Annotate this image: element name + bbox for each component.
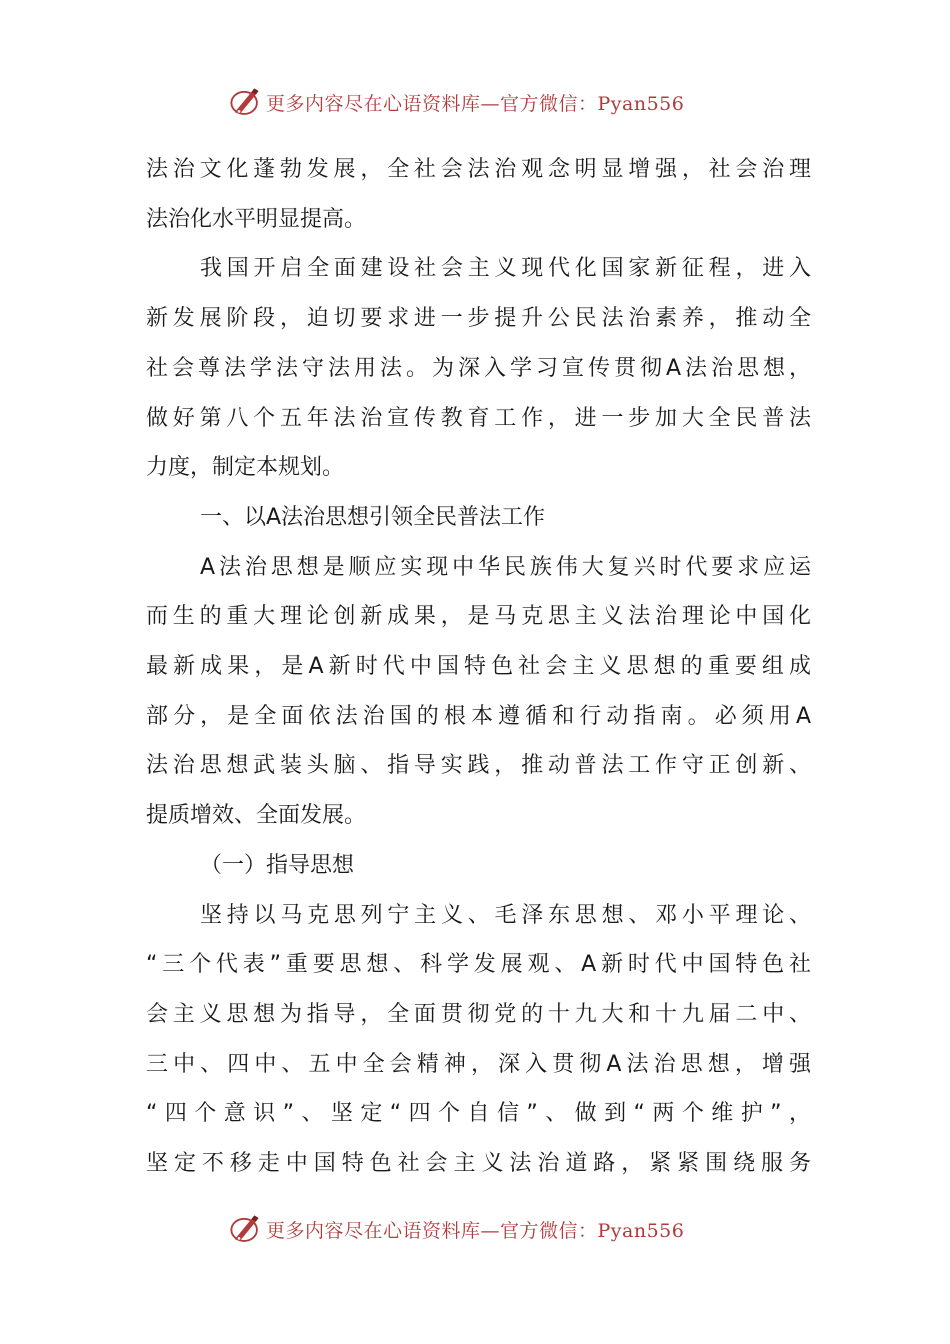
body-text-line: 法治思想武装头脑、指导实践，推动普法工作守正创新、 — [146, 753, 811, 779]
body-text-line: 法治文化蓬勃发展，全社会法治观念明显增强，社会治理 — [146, 157, 811, 182]
banner-text: 更多内容尽在心语资料库—官方微信：Pyan556 — [266, 92, 685, 115]
pen-nib-logo-icon — [228, 1212, 262, 1246]
body-text-line: 会主义思想为指导，全面贯彻党的十九大和十九届二中、 — [146, 1001, 811, 1027]
pen-nib-logo-icon — [228, 85, 262, 119]
body-text-line: 而生的重大理论创新成果，是马克思主义法治理论中国化 — [146, 604, 811, 630]
footer-watermark-banner — [228, 1209, 684, 1249]
body-text-line: 部分，是全面依法治国的根本遵循和行动指南。必须用A — [146, 703, 811, 729]
body-text-line: 社会尊法学法守法用法。为深入学习宣传贯彻A法治思想， — [146, 355, 811, 381]
body-text-line: 坚持以马克思列宁主义、毛泽东思想、邓小平理论、 — [200, 902, 811, 928]
body-text-line: A法治思想是顺应实现中华民族伟大复兴时代要求应运 — [200, 554, 811, 580]
banner-text: 更多内容尽在心语资料库—官方微信：Pyan556 — [266, 1219, 685, 1242]
body-text-line: 坚定不移走中国特色社会主义法治道路，紧紧围绕服务 — [146, 1151, 811, 1176]
body-text-line: 力度，制定本规划。 — [146, 455, 345, 481]
body-text-line: 一、以A法治思想引领全民普法工作 — [200, 504, 546, 530]
body-text-line: 新发展阶段，迫切要求进一步提升公民法治素养，推动全 — [146, 306, 811, 332]
body-text-line: 最新成果，是A新时代中国特色社会主义思想的重要组成 — [146, 654, 811, 679]
body-text-line: 提质增效、全面发展。 — [146, 803, 367, 829]
body-text-line: （一）指导思想 — [200, 852, 355, 878]
body-text-line: 三中、四中、五中全会精神，深入贯彻A法治思想，增强 — [146, 1051, 811, 1077]
body-text-line: 做好第八个五年法治宣传教育工作，进一步加大全民普法 — [146, 405, 811, 431]
body-text-line: 法治化水平明显提高。 — [146, 206, 367, 232]
header-watermark-banner — [228, 82, 684, 122]
body-text-line: “四个意识”、坚定“四个自信”、做到“两个维护”， — [146, 1101, 811, 1127]
body-text-line: 我国开启全面建设社会主义现代化国家新征程，进入 — [200, 256, 811, 282]
body-text-line: “三个代表”重要思想、科学发展观、A新时代中国特色社 — [146, 952, 811, 978]
